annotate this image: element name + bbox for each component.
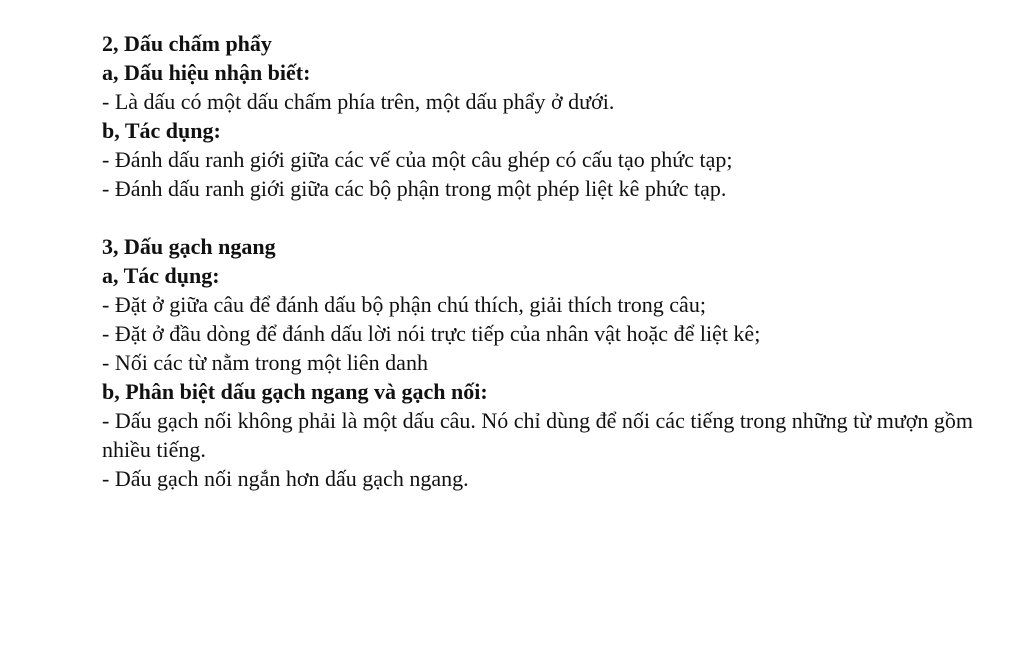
- section-3-title: 3, Dấu gạch ngang: [102, 234, 276, 259]
- document-body: [102, 29, 982, 493]
- section-2-title: 2, Dấu chấm phẩy: [102, 31, 272, 56]
- section-2-b-item: - Đánh dấu ranh giới giữa các vế của một câu ghép có cấu tạo phức tạp;: [102, 147, 733, 172]
- section-2-b-item: - Đánh dấu ranh giới giữa các bộ phận trong một phép liệt kê phức tạp.: [102, 176, 727, 201]
- paragraph-spacer: [102, 203, 982, 232]
- section-2-subheading-a: a, Dấu hiệu nhận biết:: [102, 60, 311, 85]
- section-3-a-item: - Đặt ở giữa câu để đánh dấu bộ phận chú thích, giải thích trong câu;: [102, 292, 706, 317]
- section-2-a-item: - Là dấu có một dấu chấm phía trên, một dấu phẩy ở dưới.: [102, 89, 615, 114]
- section-3-a-item: - Nối các từ nằm trong một liên danh: [102, 350, 428, 375]
- section-3-b-item: - Dấu gạch nối không phải là một dấu câu. Nó chỉ dùng để nối các tiếng trong những từ mượn gồm nhiều tiếng.: [102, 408, 973, 462]
- section-3-a-item: - Đặt ở đầu dòng để đánh dấu lời nói trực tiếp của nhân vật hoặc để liệt kê;: [102, 321, 761, 346]
- section-2-subheading-b: b, Tác dụng:: [102, 118, 221, 143]
- section-3-subheading-a: a, Tác dụng:: [102, 263, 220, 288]
- section-3-b-item: - Dấu gạch nối ngắn hơn dấu gạch ngang.: [102, 466, 469, 491]
- section-3-subheading-b: b, Phân biệt dấu gạch ngang và gạch nối:: [102, 379, 488, 404]
